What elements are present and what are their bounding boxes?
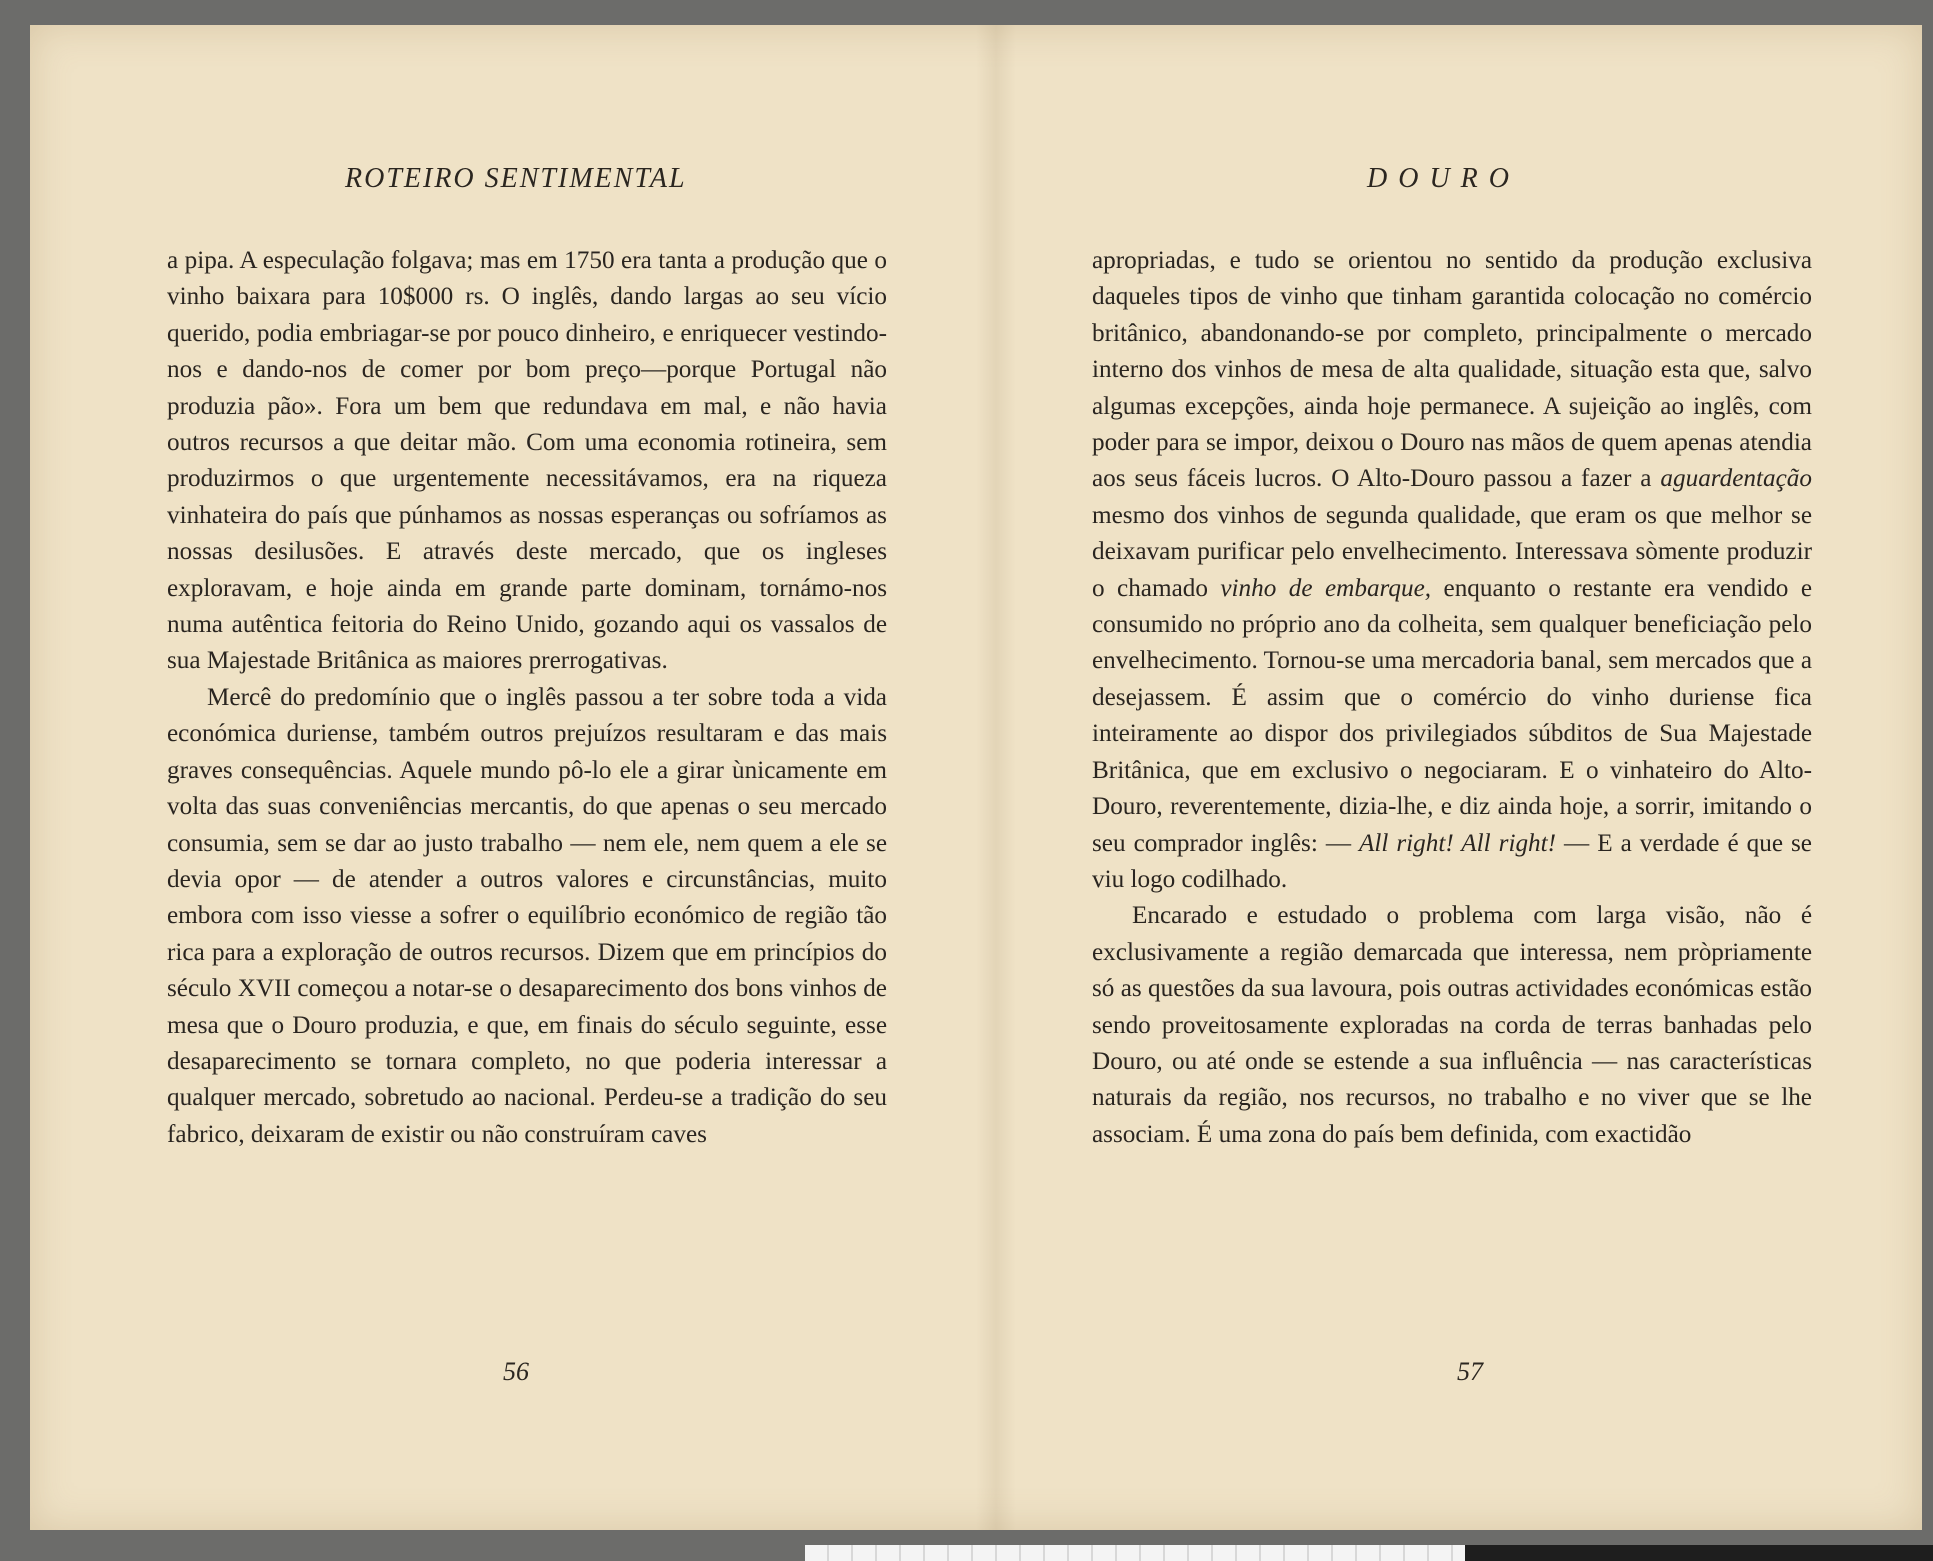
text-run: mesmo dos vinhos de segunda qualidade, que eram os que melhor se deixavam purificar pelo envelhecimento. Interessava sòmente produzir o chamado — [1092, 501, 1812, 602]
right-page — [976, 25, 1922, 1530]
paragraph: Encarado e estudado o problema com larga visão, não é exclusivamente a região demarcada que interessa, nem pròpriamente só as questões da sua lavoura, pois outras actividades económicas estão sendo proveitosamente exploradas na corda de terras banhadas pelo Douro, ou até onde se estende a sua influência — nas características naturais da região, nos recursos, no trabalho e no viver que se lhe associam. É uma zona do país bem definida, com exactidão — [1092, 902, 1812, 1148]
running-head: ROTEIRO SENTIMENTAL — [345, 163, 687, 194]
paragraph: a pipa. A especulação folgava; mas em 1750 era tanta a produção que o vinho baixara para 10$000 rs. O inglês, dando largas ao seu vício querido, podia embriagar-se por pouco dinheiro, e enriquecer vestindo-nos e dando-nos de comer por bom preço—porque Portugal não produzia pão». Fora um bem que redundava em mal, e não havia outros recursos a que deitar mão. Com uma economia rotineira, sem produzirmos o que urgentemente necessitávamos, era na riqueza vinhateira do país que púnhamos as nossas esperanças ou sofríamos as nossas desilusões. E através deste mercado, que os ingleses exploravam, e hoje ainda em grande parte dominam, tornámo-nos numa autêntica feitoria do Reino Unido, gozando aqui os vassalos de sua Majestade Britânica as maiores prerrogativas. — [167, 247, 887, 675]
scale-ruler-dark — [1465, 1545, 1933, 1561]
book-spread — [30, 25, 1922, 1530]
paragraph — [1092, 243, 1812, 898]
text-run: — E a verdade é que se viu logo codilhado. — [1092, 829, 1812, 893]
running-head: DOURO — [1367, 163, 1520, 194]
italic-term: vinho de embarque, — [1220, 574, 1432, 602]
body-text — [1092, 243, 1812, 1153]
page-number: 56 — [503, 1357, 529, 1386]
body-text — [167, 243, 887, 1153]
left-page — [30, 25, 976, 1530]
page-number: 57 — [1457, 1357, 1483, 1386]
text-run: apropriadas, e tudo se orientou no sentido da produção exclusiva daqueles tipos de vinho que tinham garantida colocação no comércio britânico, abandonando-se por completo, principalmente o mercado interno dos vinhos de mesa de alta qualidade, situação esta que, salvo algumas excepções, ainda hoje permanece. A sujeição ao inglês, com poder para se impor, deixou o Douro nas mãos de quem apenas atendia aos seus fáceis lucros. O Alto-Douro passou a fazer a — [1092, 247, 1812, 493]
text-run: enquanto o restante era vendido e consumido no próprio ano da colheita, sem qualquer beneficiação pelo envelhecimento. Tornou-se uma mercadoria banal, sem mercados que a desejassem. É assim que o comércio do vinho duriense fica inteiramente ao dispor dos privilegiados súbditos de Sua Majestade Britânica, que em exclusivo o negociaram. E o vinhateiro do Alto-Douro, reverentemente, dizia-lhe, e diz ainda hoje, a sorrir, imitando o seu comprador inglês: — — [1092, 574, 1812, 857]
italic-term: All right! All right! — [1359, 829, 1557, 857]
italic-term: aguardentação — [1660, 465, 1812, 493]
paragraph: Mercê do predomínio que o inglês passou a ter sobre toda a vida económica duriense, também outros prejuízos resultaram e das mais graves consequências. Aquele mundo pô-lo ele a girar ùnicamente em volta das suas conveniências mercantis, do que apenas o seu mercado consumia, sem se dar ao justo trabalho — nem ele, nem quem a ele se devia opor — de atender a outros valores e circunstâncias, muito embora com isso viesse a sofrer o equilíbrio económico de região tão rica para a exploração de outros recursos. Dizem que em princípios do século XVII começou a notar-se o desaparecimento dos bons vinhos de mesa que o Douro produzia, e que, em finais do século seguinte, esse desaparecimento se tornara completo, no que poderia interessar a qualquer mercado, sobretudo ao nacional. Perdeu-se a tradição do seu fabrico, deixaram de existir ou não construíram caves — [167, 683, 887, 1148]
